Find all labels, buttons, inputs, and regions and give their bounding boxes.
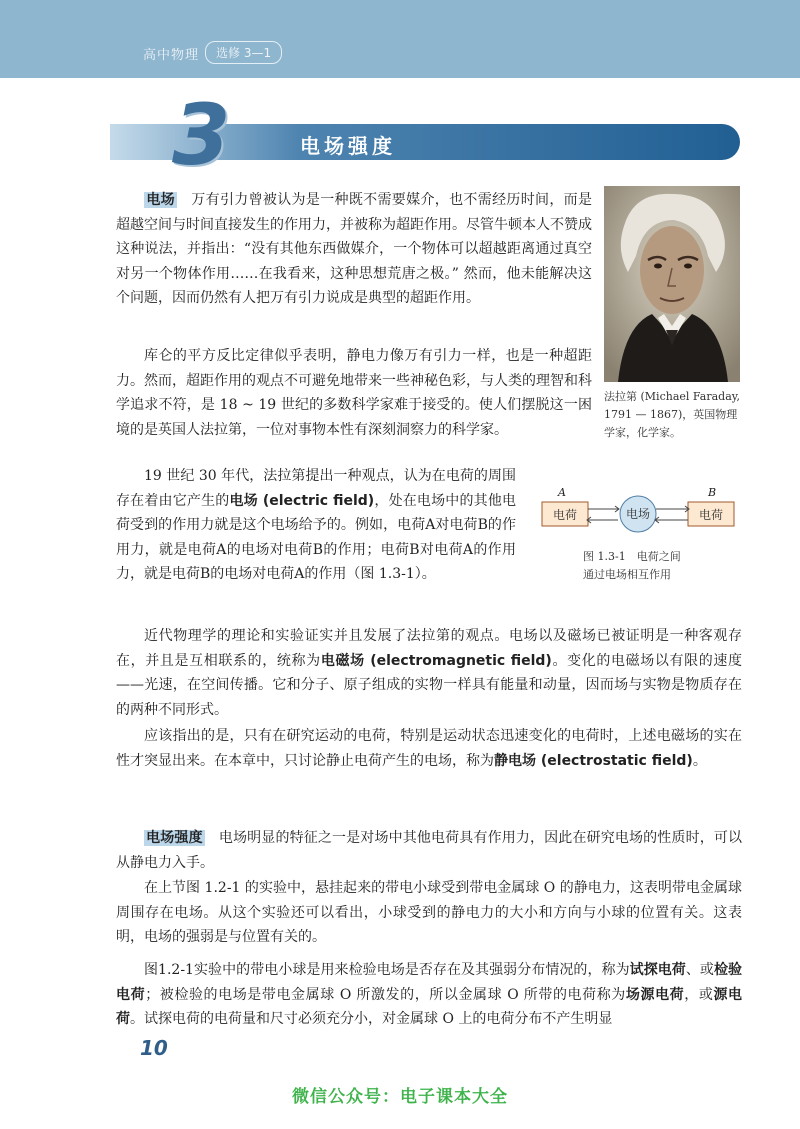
charge-field-diagram (532, 484, 744, 540)
paragraph-text: 图1.2-1实验中的带电小球是用来检验电场是否存在及其强弱分布情况的，称为 (144, 962, 630, 978)
faraday-portrait (604, 186, 740, 382)
paragraph-electric-field (116, 188, 592, 311)
term-field-strength: 电场强度 (146, 830, 203, 846)
term-bold: 电磁场 (electromagnetic field) (320, 652, 552, 669)
paragraph-faraday (116, 464, 516, 587)
figure-caption-line-1: 图 1.3-1 电荷之间 (583, 550, 681, 563)
book-title: 高中物理 (143, 48, 200, 63)
paragraph-text: 、或 (685, 962, 714, 978)
watermark-text: 微信公众号：电子课本大全 (292, 1087, 508, 1107)
portrait-caption-line-3: 学家，化学家。 (604, 426, 681, 439)
field-label: 电场 (625, 507, 651, 521)
charge-label-left: 电荷 (552, 508, 578, 522)
portrait-caption-line-1: 法拉第 (Michael Faraday, (604, 390, 741, 403)
paragraph-coulomb: 库仑的平方反比定律似乎表明，静电力像万有引力一样，也是一种超距力。然而，超距作用的观点不可避免地带来一些神秘色彩，与人类的理智和科学追求不符，是 18 ~ 19 世纪的多数科学家难于接受的。使人们摆脱这一困境的是英国人法拉第，一位对事物本性有深刻洞察力的科学家。 (116, 348, 592, 438)
term-bold: 源电荷 (116, 986, 743, 1027)
portrait-caption-line-2: 1791 — 1867)，英国物理 (604, 408, 738, 421)
paragraph-field-strength (116, 826, 742, 875)
paragraph-text: 19 世纪 30 年代，法拉第提出一种观点，认为在电荷的周围存在着由它产生的 (116, 468, 516, 509)
paragraph-test-charge (116, 958, 742, 1032)
paragraph-text: ，处在电场中的其他电荷受到的作用力就是这个电场给予的。例如，电荷A对电荷B的作用力，就是电荷A的电场对电荷B的作用；电荷B对电荷A的作用力，就是电荷B的电场对电荷A的作用（图 1.3-1）。 (116, 492, 517, 582)
paragraph-text: ；被检验的电场是带电金属球 O 所激发的，所以金属球 O 所带的电荷称为 (145, 986, 626, 1003)
section-number: 3 (172, 86, 231, 184)
paragraph-text: 。试探电荷的电荷量和尺寸必须充分小，对金属球 O 上的电荷分布不产生明显 (130, 1011, 613, 1027)
section-title: 电场强度 (300, 134, 396, 158)
paragraph-experiment: 在上节图 1.2-1 的实验中，悬挂起来的带电小球受到带电金属球 O 的静电力，这表明带电金属球周围存在电场。从这个实验还可以看出，小球受到的静电力的大小和方向与小球的位置有关。这表明，电场的强弱是与位置有关的。 (116, 880, 742, 945)
paragraph-text: 万有引力曾被认为是一种既不需要媒介，也不需经历时间，而是超越空间与时间直接发生的作用力，并被称为超距作用。尽管牛顿本人不赞成这种说法，并指出：“没有其他东西做媒介，一个物体可以超越距离通过真空对另一个物体作用……在我看来，这种思想荒唐之极。” 然而，他未能解决这个问题，因而仍然有人把万有引力说成是典型的超距作用。 (116, 192, 593, 306)
term-bold: 试探电荷 (629, 962, 686, 978)
paragraph-text: 。 (692, 752, 707, 769)
term-bold: 电场 (electric field) (229, 492, 375, 509)
term-electric-field: 电场 (146, 192, 175, 208)
label-b: B (708, 486, 717, 499)
term-bold: 静电场 (electrostatic field) (494, 752, 693, 769)
term-bold: 检验电荷 (116, 962, 743, 1003)
paragraph-text: ，或 (684, 986, 714, 1003)
figure-caption-line-2: 通过电场相互作用 (583, 568, 671, 581)
page-number: 10 (140, 1036, 168, 1060)
paragraph-electromagnetic (116, 624, 742, 722)
term-bold: 场源电荷 (625, 986, 685, 1003)
course-badge: 选修 3—1 (205, 41, 282, 64)
paragraph-text: 电场明显的特征之一是对场中其他电荷具有作用力，因此在研究电场的性质时，可以从静电力入手。 (116, 830, 743, 871)
paragraph-text: 应该指出的是，只有在研究运动的电荷，特别是运动状态迅速变化的电荷时，上述电磁场的实在性才突显出来。在本章中，只讨论静止电荷产生的电场，称为 (116, 728, 742, 769)
charge-label-right: 电荷 (698, 508, 724, 522)
paragraph-text: 近代物理学的理论和实验证实并且发展了法拉第的观点。电场以及磁场已被证明是一种客观存在，并且是互相联系的，统称为 (116, 628, 742, 669)
header-band (0, 0, 800, 78)
label-a: A (558, 486, 566, 499)
paragraph-text: 。变化的电磁场以有限的速度——光速，在空间传播。它和分子、原子组成的实物一样具有能量和动量，因而场与实物是物质存在的两种不同形式。 (116, 652, 742, 718)
paragraph-electrostatic (116, 724, 742, 773)
